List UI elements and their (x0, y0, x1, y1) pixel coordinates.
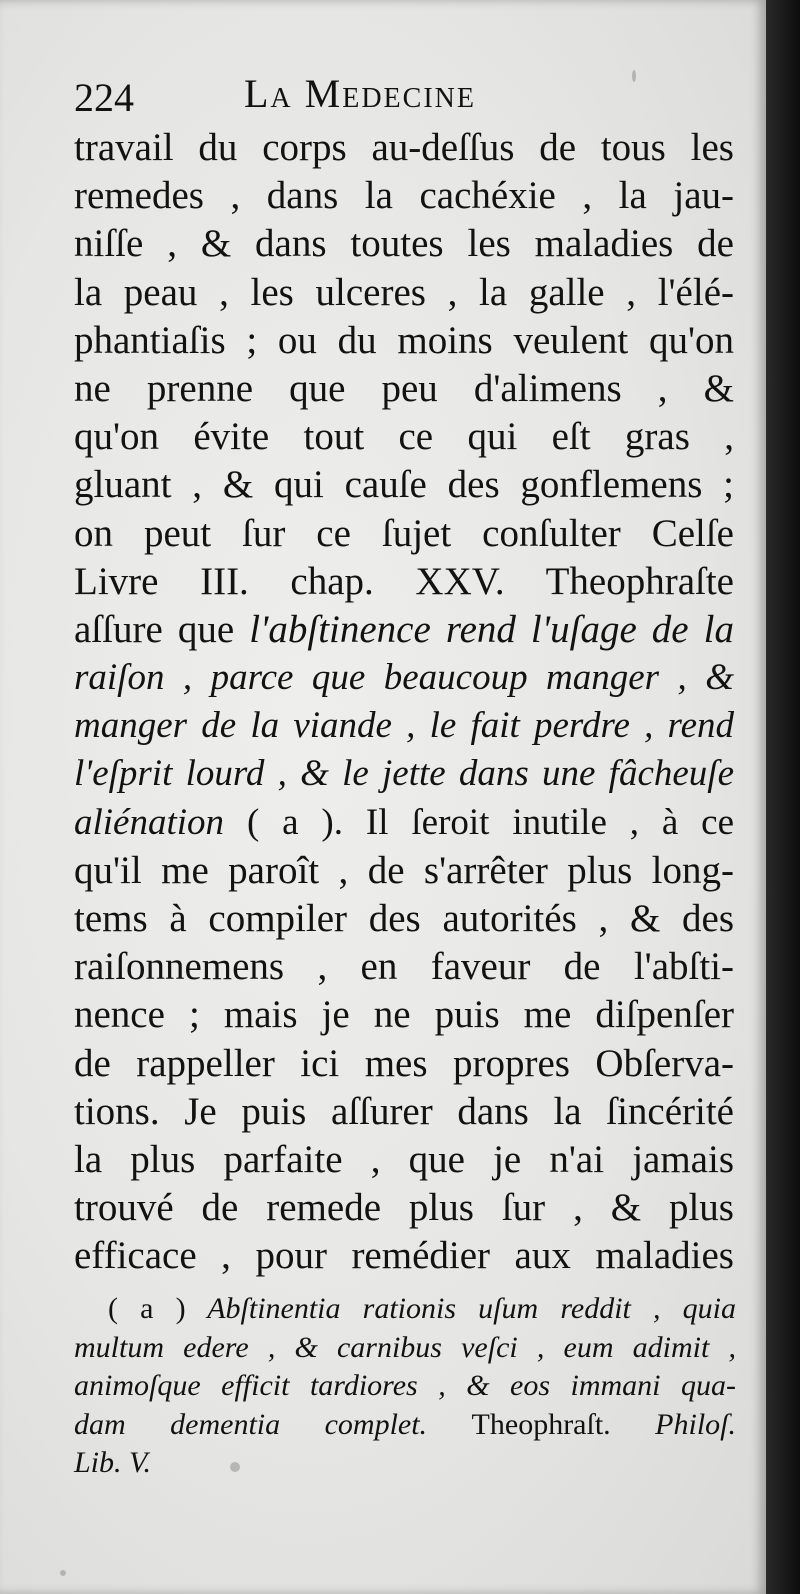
text-line: phantiaſis ; ou du moins veulent qu'on (74, 318, 734, 362)
running-title: La Medecine (244, 71, 476, 116)
page-header (74, 66, 594, 126)
footnote-citation-work: Philoſ. (655, 1407, 736, 1441)
text-line: la peau , les ulceres , la galle , l'élé- (74, 270, 734, 314)
ink-speck (632, 70, 636, 82)
text-line: aliénation ( a ). Il ſeroit inutile , à ce (74, 801, 735, 843)
text-line: l'eſprit lourd , & le jette dans une fâcheuſe (74, 753, 734, 795)
text-line: travail du corps au-deſſus de tous les (74, 126, 734, 169)
book-gutter-shadow (766, 0, 800, 1594)
footnote (74, 1290, 736, 1483)
text-line: qu'il me paroît , de s'arrêter plus long- (74, 848, 734, 892)
footnote-citation: Theophraſt. (471, 1407, 611, 1441)
text-line: la plus parfaite , que je n'ai jamais (74, 1137, 734, 1181)
footnote-marker: ( a ) (108, 1292, 186, 1325)
text-line: ne prenne que peu d'alimens , & (74, 366, 734, 410)
ink-speck (60, 1570, 66, 1576)
text-line: trouvé de remede plus ſur , & plus (74, 1186, 734, 1230)
footnote-line: animoſque efficit tardiores , & eos immani qua- (74, 1369, 736, 1402)
text-line: manger de la viande , le fait perdre , rend (74, 705, 734, 747)
page-number: 224 (74, 75, 134, 120)
text-line: niſſe , & dans toutes les maladies de (74, 222, 734, 266)
text-line: raiſon , parce que beaucoup manger , & (74, 657, 734, 699)
text-line: raiſonnemens , en faveur de l'abſti- (74, 945, 734, 989)
ink-speck (230, 1462, 240, 1472)
text-line: gluant , & qui cauſe des gonflemens ; (74, 463, 734, 507)
text-line: qu'on évite tout ce qui eſt gras , (74, 415, 734, 459)
footnote-line: dam dementia complet. Theophraſt. Philoſ. (74, 1407, 736, 1441)
text-line: nence ; mais je ne puis me diſpenſer (74, 993, 734, 1037)
text-line: de rappeller ici mes propres Obſerva- (74, 1041, 734, 1085)
text-line: aſſure que l'abſtinence rend l'uſage de la (74, 607, 734, 651)
body-text (74, 124, 734, 1281)
footnote-line: Lib. V. (74, 1446, 151, 1479)
text-line: efficace , pour remédier aux maladies (74, 1234, 734, 1278)
text-line: Livre III. chap. XXV. Theophraſte (74, 559, 734, 603)
text-line: tions. Je puis aſſurer dans la ſincérité (74, 1089, 734, 1133)
text-line: remedes , dans la cachéxie , la jau- (74, 174, 734, 218)
footnote-line: ( a ) Abſtinentia rationis uſum reddit , quia (108, 1292, 736, 1325)
text-line: tems à compiler des autorités , & des (74, 897, 734, 940)
text-line: on peut ſur ce ſujet conſulter Celſe (74, 511, 734, 555)
footnote-line: multum edere , & carnibus veſci , eum adimit , (74, 1330, 736, 1364)
